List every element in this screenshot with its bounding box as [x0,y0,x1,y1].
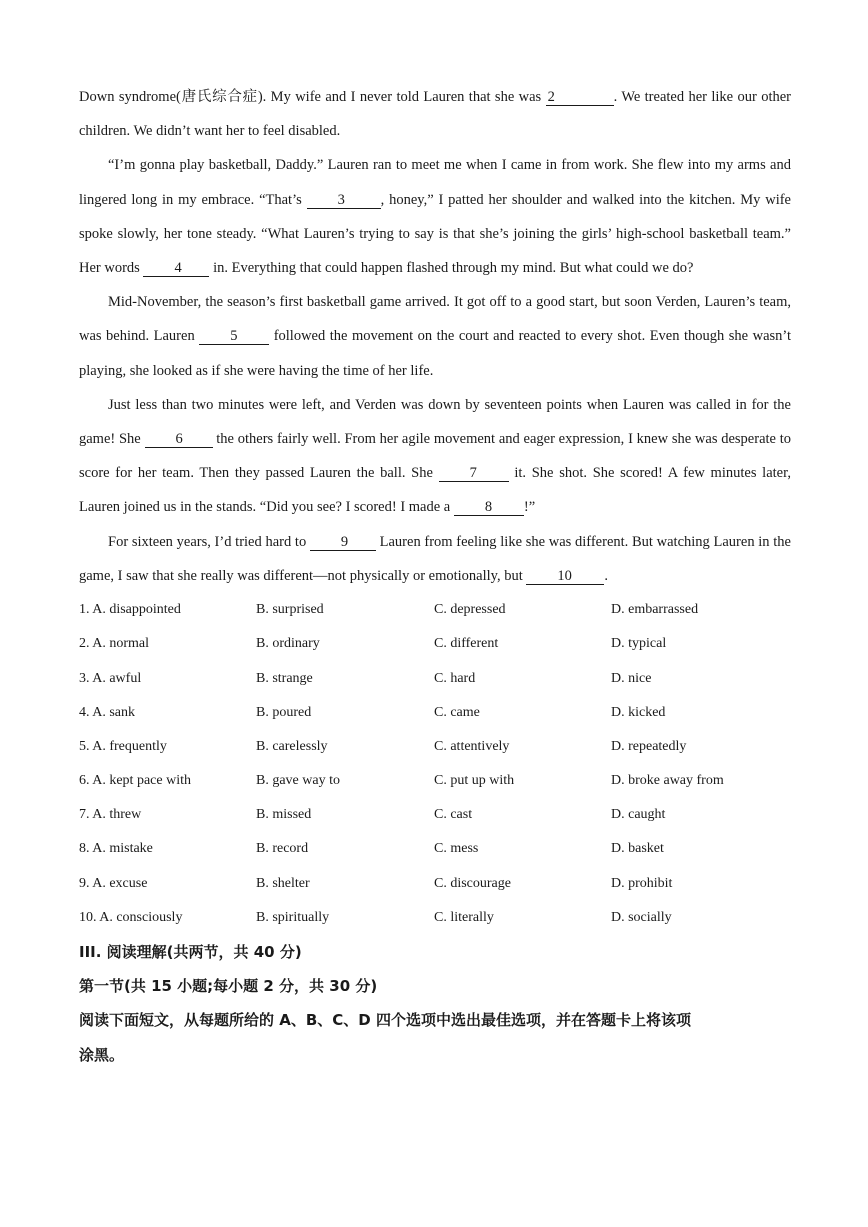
section-heading: III. 阅读理解(共两节，共 40 分) [79,942,302,961]
blank-9: 9 [310,534,376,551]
blank-6: 6 [145,431,213,448]
option-a: 2. A. normal [79,636,149,652]
option-c: C. different [434,636,499,652]
option-d: D. caught [611,807,666,823]
passage-text: in. Everything that could happen flashed through my mind. But what could we do? [209,260,694,277]
option-a: 8. A. mistake [79,841,153,857]
option-a: 6. A. kept pace with [79,773,191,789]
option-d: D. broke away from [611,773,724,789]
option-row [79,593,791,627]
option-c: C. attentively [434,738,510,754]
option-b: B. missed [256,807,312,823]
answer-options [79,593,791,935]
option-row [79,764,791,798]
option-a: 1. A. disappointed [79,602,181,618]
blank-4: 4 [143,260,209,277]
section-instruction: 阅读下面短文，从每题所给的 A、B、C、D 四个选项中选出最佳选项，并在答题卡上将该项涂黑。 [79,1011,691,1064]
passage-paragraph-1 [79,80,791,148]
passage-paragraph-3 [79,285,791,388]
option-row [79,627,791,661]
option-b: B. spiritually [256,909,330,925]
option-b: B. gave way to [256,773,340,789]
passage-text: !” [523,499,536,516]
option-row [79,901,791,935]
passage-text: “I’m gonna play basketball, Daddy.” Lauren ran to meet me when I came in from work. She flew into my arms and lingered long in my embrace. “That’s [79,157,791,208]
option-c: C. cast [434,807,473,823]
option-a: 3. A. awful [79,670,142,686]
option-c: C. literally [434,909,494,925]
option-row [79,832,791,866]
option-c: C. discourage [434,875,511,891]
option-b: B. strange [256,670,313,686]
option-a: 4. A. sank [79,704,135,720]
passage-text: it. She shot. She scored! A few minutes later, Lauren joined us in the stands. “Did you see? I scored! I made a [79,465,791,516]
option-b: B. poured [256,704,312,720]
passage-text: the others fairly well. From her agile movement and eager expression, I knew she was desperate to score for her team. Then they passed Lauren the ball. She [79,431,792,482]
exam-page [79,80,791,1072]
option-c: C. came [434,704,480,720]
option-d: D. basket [611,841,664,857]
passage-paragraph-5 [79,525,791,593]
passage-paragraph-4 [79,388,791,525]
passage-paragraph-2 [79,148,791,285]
section-subheading: 第一节(共 15 小题;每小题 2 分，共 30 分) [79,977,378,996]
option-row [79,730,791,764]
blank-7: 7 [439,465,509,482]
option-d: D. repeatedly [611,738,687,754]
option-c: C. depressed [434,602,506,618]
passage-text: Lauren from feeling like she was different. But watching Lauren in the game, I saw that she really was different—not physically or emotionally, but [79,533,791,584]
passage-text: Just less than two minutes were left, and Verden was down by seventeen points when Lauren was called in for the game! She [79,396,791,448]
option-row [79,661,791,695]
blank-10: 10 [526,568,604,585]
option-b: B. surprised [256,602,324,618]
option-a: 9. A. excuse [79,875,148,891]
passage-text: . We treated her like our other children. We didn’t want her to feel disabled. [79,89,791,140]
option-row [79,867,791,901]
option-b: B. carelessly [256,738,328,754]
passage-text: For sixteen years, I’d tried hard to [108,533,310,550]
passage-text: Down syndrome(唐氏综合症). My wife and I never told Lauren that she was [79,89,546,105]
blank-3: 3 [307,192,381,209]
option-c: C. hard [434,670,476,686]
option-a: 7. A. threw [79,807,142,823]
option-c: C. put up with [434,773,515,789]
blank-8: 8 [454,499,524,516]
option-d: D. nice [611,670,652,686]
option-d: D. socially [611,909,672,925]
option-c: C. mess [434,841,479,857]
option-b: B. shelter [256,875,310,891]
passage-text: Mid-November, the season’s first basketball game arrived. It got off to a good start, but soon Verden, Lauren’s team, was behind. Lauren [79,294,791,345]
option-a: 10. A. consciously [79,909,183,925]
option-row [79,696,791,730]
passage-text: , honey,” I patted her shoulder and walked into the kitchen. My wife spoke slowly, her tone steady. “What Lauren’s trying to say is that she’s joining the girls’ high-school basketball team.” Her words [79,191,791,277]
option-row [79,798,791,832]
option-a: 5. A. frequently [79,738,167,754]
blank-2: 2 [546,89,614,106]
option-d: D. kicked [611,704,666,720]
option-d: D. typical [611,636,667,652]
option-b: B. record [256,841,309,857]
blank-5: 5 [199,328,269,345]
option-d: D. embarrassed [611,602,699,618]
passage-text: followed the movement on the court and reacted to every shot. Even though she wasn’t playing, she looked as if she were having the time of her life. [79,328,791,379]
option-d: D. prohibit [611,875,673,891]
option-b: B. ordinary [256,636,320,652]
passage-text: . [604,567,608,584]
